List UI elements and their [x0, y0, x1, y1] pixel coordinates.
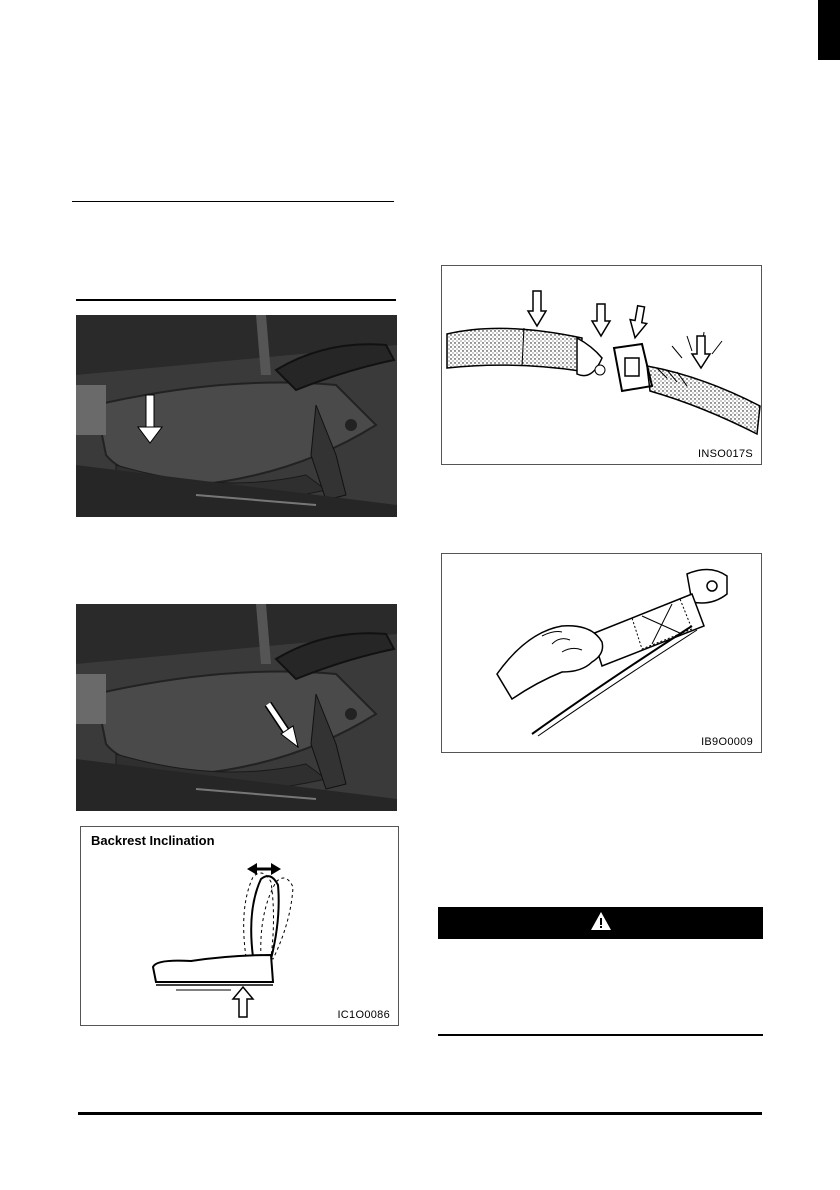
warning-bottom-rule	[438, 1034, 763, 1036]
seat-photo-slide	[76, 315, 397, 517]
seatbelt-damage-code: INSO017S	[698, 448, 753, 460]
seatbelt-cleaning-diagram	[441, 553, 762, 753]
seat-photo-backrest	[76, 604, 397, 811]
backrest-diagram-code: IC1O0086	[337, 1009, 390, 1021]
footer-rule	[78, 1112, 762, 1115]
seatbelt-cleaning-code: IB9O0009	[701, 736, 753, 748]
section-rule-top	[72, 201, 394, 202]
seatbelt-damage-diagram	[441, 265, 762, 465]
warning-triangle-icon	[590, 911, 612, 936]
section-rule-seat	[76, 299, 396, 301]
warning-header-bar	[438, 907, 763, 939]
backrest-inclination-diagram	[80, 826, 399, 1026]
page-tab-marker	[818, 0, 840, 60]
backrest-diagram-title: Backrest Inclination	[91, 833, 215, 848]
